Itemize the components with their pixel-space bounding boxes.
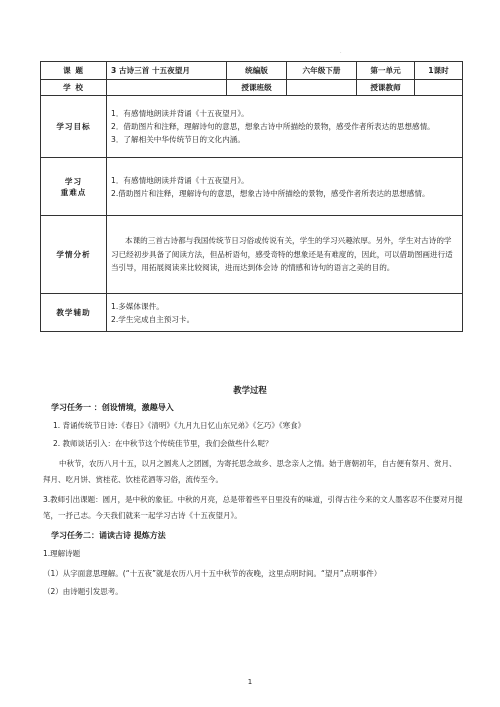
task1-step2: 2. 教师谈话引入：在中秋节这个传统佳节里，我们会做些什么呢？ [53, 439, 273, 448]
table-row-school [41, 80, 463, 96]
school-value [107, 80, 227, 96]
task2-step1-1: （1）从字面意思理解。(“十五夜”就是农历八月十五中秋节的夜晚，这里点明时间。“望月”点明事件） [43, 569, 382, 578]
goals-content [107, 96, 463, 158]
key-points-content [107, 158, 463, 216]
table-row-key-points [41, 158, 463, 216]
analysis-text: 本课的三首古诗都与我国传统节日习俗或传说有关，学生的学习兴趣浓厚。另外，学生对古诗的学习已经初步具备了阅读方法，但品析语句，感受奇特的想象还是有难度的，因此，可以借助图画进行适当引导，用拓展阅读来比较阅读，进而达到体会诗 的情感和诗句的语言之美的目的。 [111, 236, 453, 273]
task1-step1: 1. 背诵传统节日诗:《春日》《清明》《九月九日忆山东兄弟》《乞巧》《寒食》 [53, 421, 306, 430]
label-goals: 学习目标 [41, 96, 107, 158]
page-number: 1 [247, 678, 253, 686]
goal-item: 3．了解相关中华传统节日的文化内涵。 [111, 135, 245, 144]
task2-heading: 学习任务二：诵读古诗 提炼方法 [51, 531, 166, 540]
section-title: 教学过程 [233, 385, 267, 395]
table-row-goals [41, 96, 463, 158]
lesson-plan-table [40, 61, 463, 332]
grade: 六年级下册 [287, 62, 357, 80]
table-row-analysis [41, 216, 463, 294]
unit: 第一单元 [357, 62, 415, 80]
aids-content [107, 294, 463, 332]
label-analysis: 学情分析 [41, 216, 107, 294]
task2-step1: 1.理解诗题 [43, 549, 81, 558]
goal-item: 2．借助图片和注释，理解诗句的意思，想象古诗中所描绘的景物，感受作者所表达的思想感情。 [111, 122, 435, 131]
class-hours: 1课时 [415, 62, 463, 80]
task1-heading: 学习任务一 ：创设情境，激趣导入 [51, 403, 174, 412]
goal-item: 1．有感情地朗读并背诵《十五夜望月》。 [111, 109, 249, 118]
task1-step3: 3.教师引出课题：圆月，是中秋的象征。中秋的月亮，总是带着些平日里没有的味道，引得古往今来的文人墨客忍不住要对月提笔，一抒己志。今天我们就来一起学习古诗《十五夜望月》。 [43, 495, 463, 520]
aid-item: 1.多媒体课件。 [111, 301, 164, 311]
edition: 统编版 [227, 62, 287, 80]
class-value [287, 80, 357, 96]
label-aids: 教学辅助 [41, 294, 107, 332]
key-item: 2.借助图片和注释，理解诗句的意思，想象古诗中所描绘的景物，感受作者所表达的思想感情。 [111, 188, 430, 198]
aid-item: 2.学生完成自主预习卡。 [111, 314, 195, 324]
top-mark: · [340, 50, 342, 56]
label-school: 学 校 [41, 80, 107, 96]
label-teacher: 授课教师 [357, 80, 415, 96]
lesson-title: 3 古诗三首 十五夜望月 [107, 62, 227, 80]
teacher-value [415, 80, 463, 96]
label-topic: 课 题 [41, 62, 107, 80]
task1-mid-autumn-text: 中秋节，农历八月十五，以月之圆兆人之团圆，为寄托思念故乡、思念亲人之情。始于唐朝初年，自古便有祭月、赏月、拜月、吃月饼、赏桂花、饮桂花酒等习俗，流传至今。 [43, 459, 457, 484]
task2-step1-2: （2）由诗题引发思考。 [43, 587, 123, 596]
process-body [43, 402, 463, 598]
table-row-aids [41, 294, 463, 332]
key-item: 1．有感情地朗读并背诵《十五夜望月》。 [111, 175, 249, 185]
analysis-content [107, 216, 463, 294]
table-row-title [41, 62, 463, 80]
label-class: 授课班级 [227, 80, 287, 96]
label-key-points: 学习 重难点 [41, 158, 107, 216]
